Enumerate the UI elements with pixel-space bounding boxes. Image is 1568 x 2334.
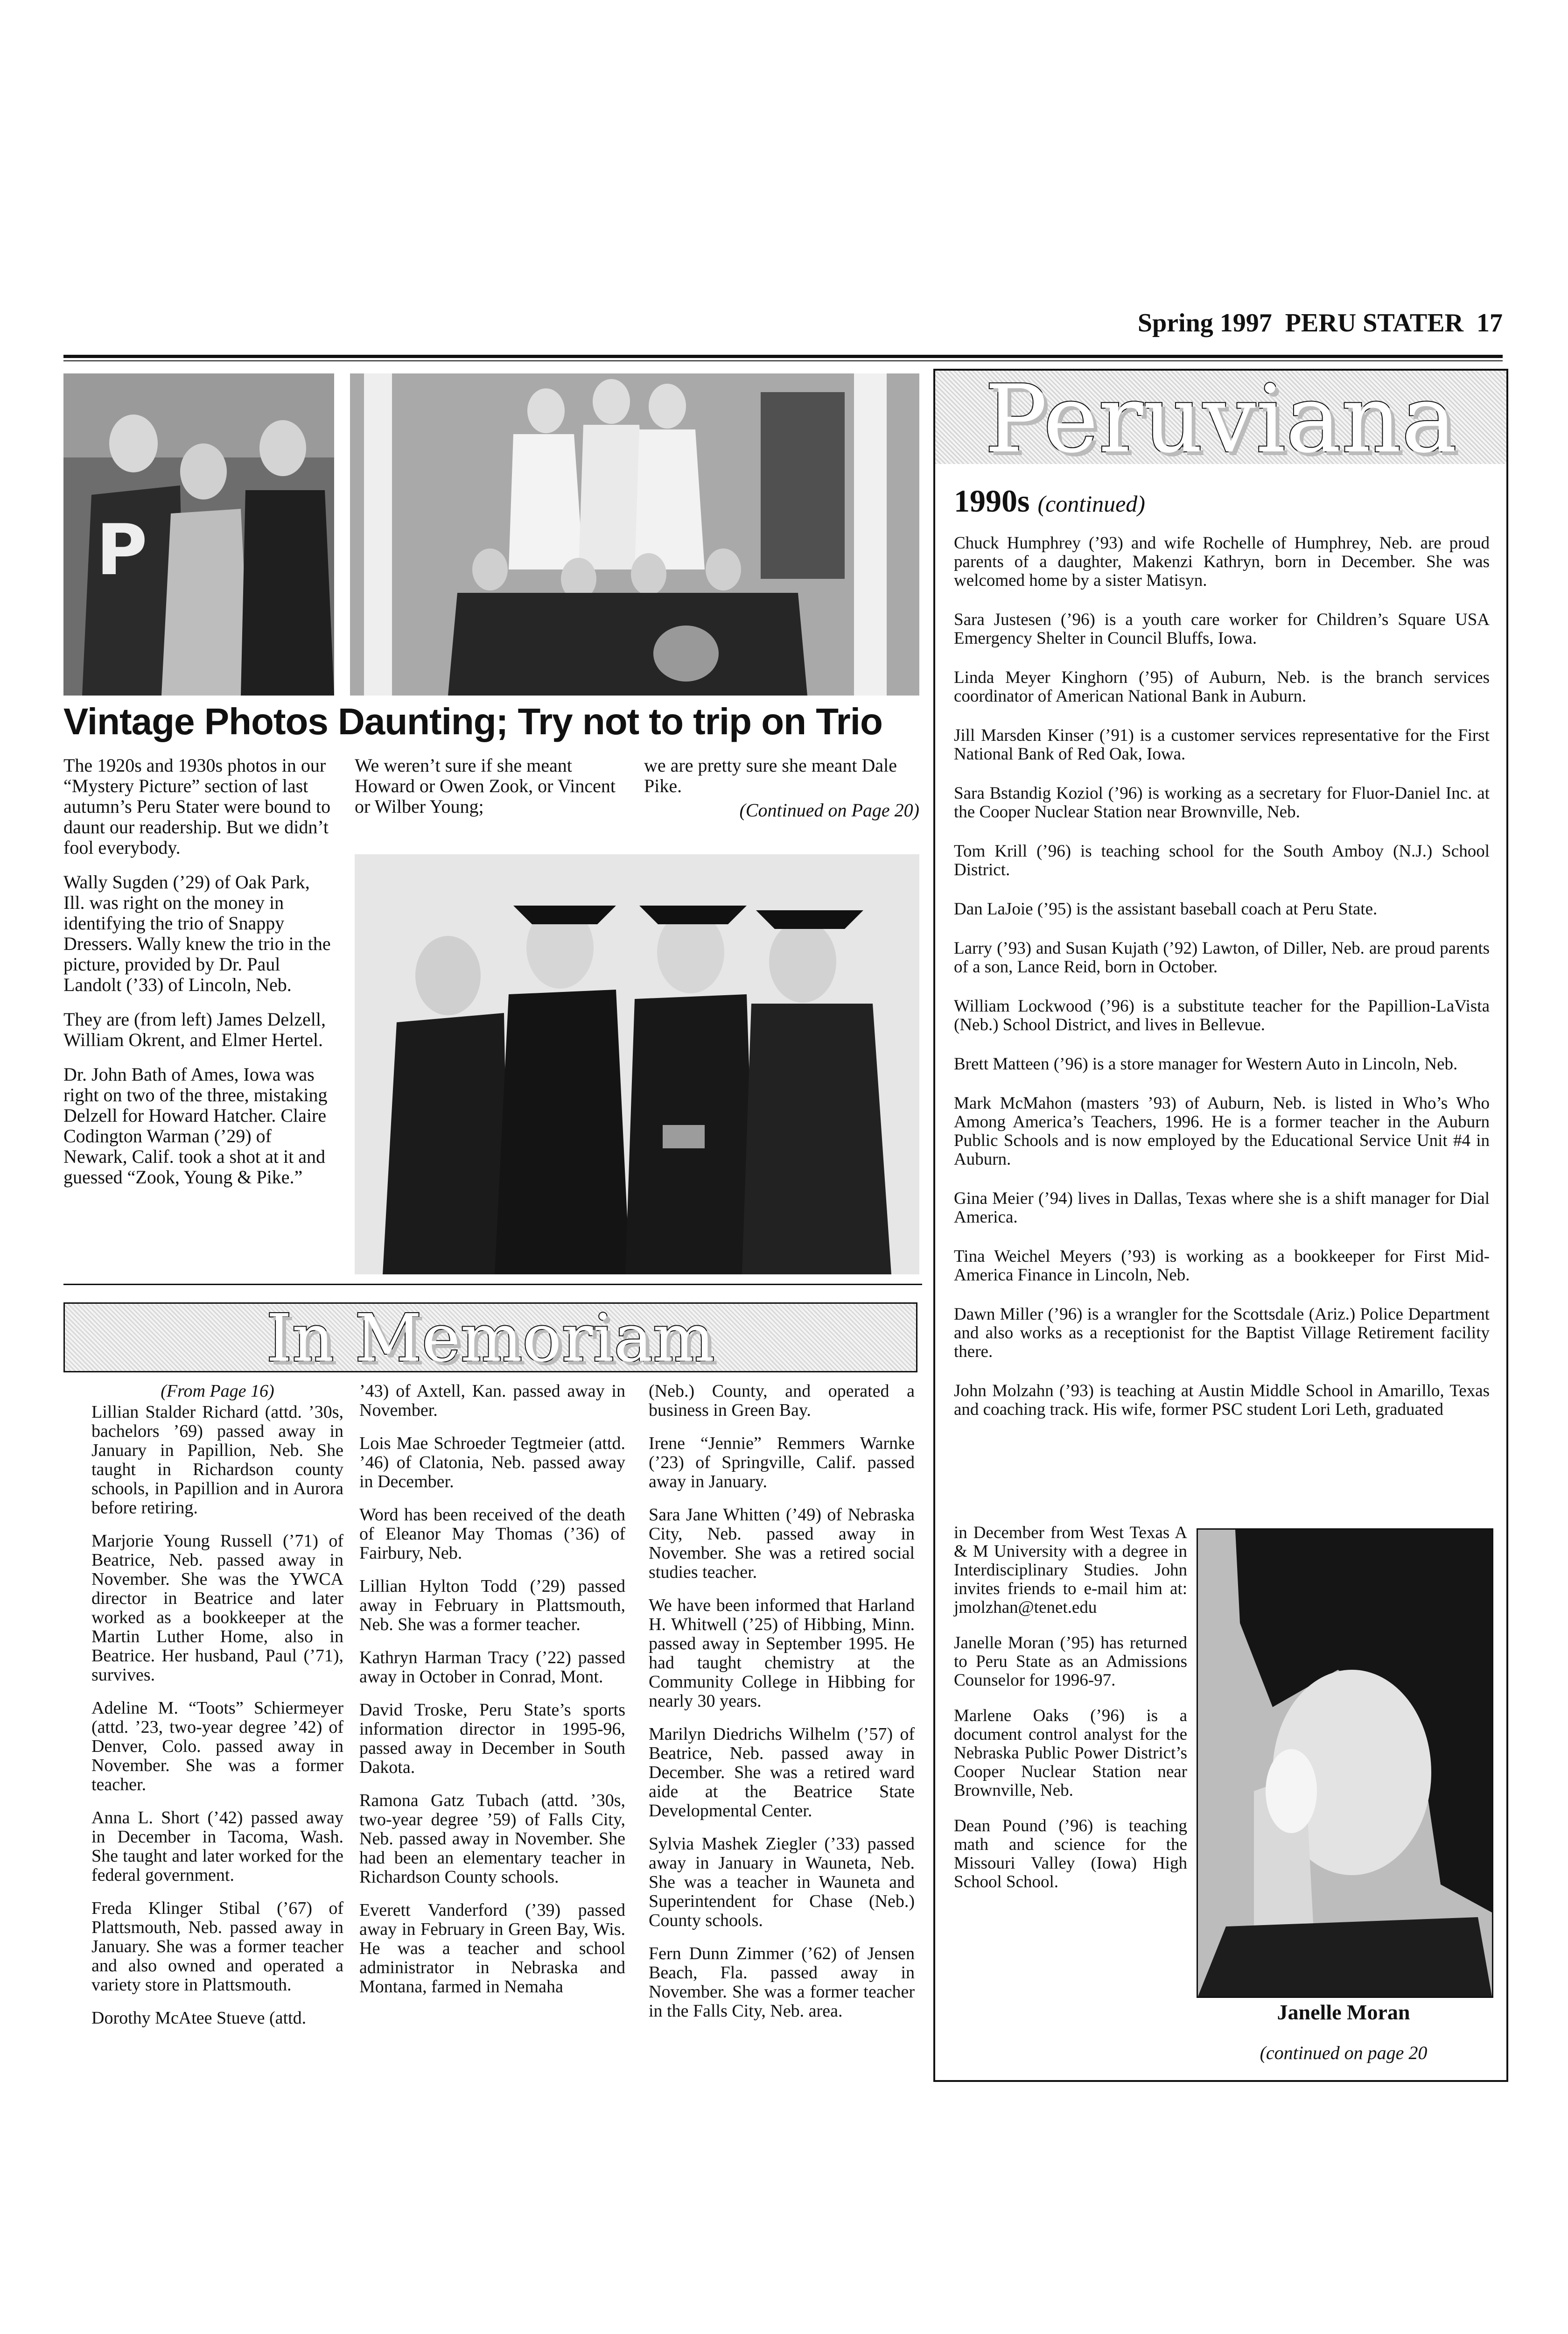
peruviana-title: Peruviana [984, 365, 1457, 474]
obituary: David Troske, Peru State’s sports information director in 1995-96, passed away in December in South Dakota. [359, 1700, 625, 1777]
peruviana-entry: Mark McMahon (masters ’93) of Auburn, Neb. is listed in Who’s Who Among America’s Teachers, 1996. He is a former teacher in the Auburn Public Schools and is now employed by the Educational Service Unit #4 in Auburn. [954, 1094, 1490, 1169]
vintage-paragraph: We weren’t sure if she meant Howard or Owen Zook, or Vincent or Wilber Young; [355, 755, 616, 817]
obituary: Marjorie Young Russell (’71) of Beatrice, Neb. passed away in November. She was the YWCA director in Beatrice and later worked as a bookkeeper at the Martin Luther Home, also in Beatrice. Her husband, Paul (’71), survives. [91, 1531, 343, 1685]
obituary: Lillian Hylton Todd (’29) passed away in February in Plattsmouth, Neb. She was a former teacher. [359, 1576, 625, 1634]
memoriam-column-2 [359, 1382, 625, 2011]
trio-photo [63, 373, 334, 696]
obituary: Sara Jane Whitten (’49) of Nebraska City, Neb. passed away in November. She was a retired social studies teacher. [649, 1505, 915, 1582]
graduation-photo [355, 854, 919, 1274]
obituary: Everett Vanderford (’39) passed away in February in Green Bay, Wis. He was a teacher and school administrator in Nebraska and Montana, farmed in Nemaha [359, 1900, 625, 1997]
memoriam-title: In Memoriam [266, 1301, 715, 1377]
memoriam-column-3 [649, 1382, 915, 2035]
obituary: Lillian Stalder Richard (attd. ’30s, bachelors ’69) passed away in January in Papillion, Neb. She taught in Richardson county schools, in Papillion and in Aurora before retiring. [91, 1402, 343, 1518]
peruviana-entry: Linda Meyer Kinghorn (’95) of Auburn, Neb. is the branch services coordinator of American National Bank in Auburn. [954, 668, 1490, 706]
peruviana-banner [935, 365, 1506, 474]
page-header [1120, 308, 1503, 338]
peruviana-entry: Tina Weichel Meyers (’93) is working as a bookkeeper for First Mid-America Finance in Lincoln, Neb. [954, 1247, 1490, 1285]
peruviana-entry: Larry (’93) and Susan Kujath (’92) Lawton, of Diller, Neb. are proud parents of a son, Lance Reid, born in October. [954, 939, 1490, 977]
vintage-column-1 [63, 755, 334, 1202]
peruviana-entry: William Lockwood (’96) is a substitute teacher for the Papillion-LaVista (Neb.) School District, and lives in Bellevue. [954, 997, 1490, 1034]
header-paper: PERU STATER [1285, 309, 1463, 337]
obituary: (Neb.) County, and operated a business in Green Bay. [649, 1381, 915, 1420]
decade-continued: (continued) [1037, 491, 1145, 517]
peruviana-entry: in December from West Texas A & M University with a degree in Interdisciplinary Studies. John invites friends to e-mail him at: jmolzhan@tenet.edu [954, 1523, 1187, 1617]
obituary: Sylvia Mashek Ziegler (’33) passed away in January in Wauneta, Neb. She was a teacher in Wauneta and Superintendent for Chase (Neb.) County schools. [649, 1834, 915, 1930]
peruviana-entry: Sara Justesen (’96) is a youth care worker for Children’s Square USA Emergency Shelter in Council Bluffs, Iowa. [954, 610, 1490, 648]
peruviana-box [933, 365, 1508, 2082]
peruviana-entry: Chuck Humphrey (’93) and wife Rochelle of Humphrey, Neb. are proud parents of a daughter, Makenzi Kathryn, born in December. She was welcomed home by a sister Matisyn. [954, 534, 1490, 590]
janelle-moran-photo [1197, 1528, 1493, 1998]
obituary: Ramona Gatz Tubach (attd. ’30s, two-year degree ’59) of Falls City, Neb. passed away in November. She had been an elementary teacher in Richardson County schools. [359, 1791, 625, 1887]
section-rule [63, 1284, 922, 1285]
header-rule-thin [63, 360, 1503, 361]
header-rule [63, 355, 1503, 358]
vintage-paragraph: Dr. John Bath of Ames, Iowa was right on two of the three, mistaking Delzell for Howard Hatcher. Claire Codington Warman (’29) of Newark, Calif. took a shot at it and guessed “Zook, Young & Pike.” [63, 1064, 328, 1188]
obituary: Anna L. Short (’42) passed away in December in Tacoma, Wash. She taught and later worked for the federal government. [91, 1808, 343, 1885]
peruviana-entry: Brett Matteen (’96) is a store manager for Western Auto in Lincoln, Neb. [954, 1055, 1458, 1074]
obituary: Kathryn Harman Tracy (’22) passed away in October in Conrad, Mont. [359, 1648, 625, 1687]
janelle-moran-caption: Janelle Moran [1277, 2000, 1410, 2024]
memoriam-column-1 [91, 1382, 343, 2042]
peruviana-entry: Marlene Oaks (’96) is a document control analyst for the Nebraska Public Power District’s Cooper Nuclear Station near Brownville, Neb. [954, 1706, 1187, 1800]
vintage-column-2 [355, 755, 625, 831]
peruviana-entry: John Molzahn (’93) is teaching at Austin Middle School in Amarillo, Texas and coaching track. His wife, former PSC student Lori Leth, graduated [954, 1381, 1490, 1419]
peruviana-entry: Dan LaJoie (’95) is the assistant baseball coach at Peru State. [954, 900, 1378, 919]
peruviana-continued: (continued on page 20 [1260, 2042, 1428, 2063]
vintage-paragraph: They are (from left) James Delzell, William Okrent, and Elmer Hertel. [63, 1009, 326, 1050]
peruviana-entry: Jill Marsden Kinser (’91) is a customer services representative for the First National Bank of Red Oak, Iowa. [954, 726, 1490, 764]
peruviana-entry: Janelle Moran (’95) has returned to Peru State as an Admissions Counselor for 1996-97. [954, 1633, 1187, 1690]
header-page-number: 17 [1477, 309, 1503, 337]
header-season: Spring 1997 [1137, 309, 1272, 337]
obituary: We have been informed that Harland H. Whitwell (’25) of Hibbing, Minn. passed away in September 1995. He had taught chemistry at the Community College in Hibbing for nearly 30 years. [649, 1596, 915, 1711]
obituary: Fern Dunn Zimmer (’62) of Jensen Beach, Fla. passed away in November. She was a former teacher in the Falls City, Neb. area. [649, 1944, 915, 2021]
memoriam-banner [63, 1301, 917, 1377]
obituary: Word has been received of the death of Eleanor May Thomas (’36) of Fairbury, Neb. [359, 1505, 625, 1563]
obituary: Irene “Jennie” Remmers Warnke (’23) of Springville, Calif. passed away in January. [649, 1434, 915, 1491]
peruviana-entry: Gina Meier (’94) lives in Dallas, Texas where she is a shift manager for Dial America. [954, 1189, 1490, 1227]
decade-label: 1990s [954, 483, 1030, 519]
peruviana-entry: Tom Krill (’96) is teaching school for the South Amboy (N.J.) School District. [954, 842, 1490, 879]
obituary: ’43) of Axtell, Kan. passed away in November. [359, 1381, 625, 1420]
memoriam-from: (From Page 16) [161, 1381, 274, 1401]
svg-text:P: P [96, 510, 147, 591]
obituary: Marilyn Diedrichs Wilhelm (’57) of Beatrice, Neb. passed away in December. She was a retired ward aide at the Beatrice State Developmental Center. [649, 1724, 915, 1821]
peruviana-entries [954, 534, 1490, 1419]
peruviana-lower-column [954, 1524, 1187, 1912]
vintage-paragraph: we are pretty sure she meant Dale Pike. [644, 755, 897, 796]
group-photo [350, 373, 919, 696]
peruviana-decade [954, 483, 1145, 520]
peruviana-entry: Sara Bstandig Koziol (’96) is working as a secretary for Fluor-Daniel Inc. at the Cooper Nuclear Station near Brownville, Neb. [954, 784, 1490, 822]
vintage-headline: Vintage Photos Daunting; Try not to trip on Trio [63, 701, 882, 742]
obituary: Adeline M. “Toots” Schiermeyer (attd. ’23, two-year degree ’42) of Denver, Colo. passed away in November. She was a former teacher. [91, 1698, 343, 1794]
peruviana-entry: Dean Pound (’96) is teaching math and science for the Missouri Valley (Iowa) High School School. [954, 1816, 1187, 1891]
obituary: Dorothy McAtee Stueve (attd. [91, 2008, 307, 2028]
obituary: Freda Klinger Stibal (’67) of Plattsmouth, Neb. passed away in January. She was a former teacher and also owned and operated a variety store in Plattsmouth. [91, 1898, 343, 1995]
vintage-paragraph: Wally Sugden (’29) of Oak Park, Ill. was right on the money in identifying the trio of Snappy Dressers. Wally knew the trio in the picture, provided by Dr. Paul Landolt (’33) of Lincoln, Neb. [63, 872, 331, 995]
vintage-paragraph: The 1920s and 1930s photos in our “Mystery Picture” section of last autumn’s Peru Stater were bound to daunt our readership. But we didn’t fool everybody. [63, 755, 331, 858]
obituary: Lois Mae Schroeder Tegtmeier (attd. ’46) of Clatonia, Neb. passed away in December. [359, 1434, 625, 1491]
peruviana-entry: Dawn Miller (’96) is a wrangler for the Scottsdale (Ariz.) Police Department and also works as a receptionist for the Baptist Village Retirement facility there. [954, 1305, 1490, 1361]
vintage-continued: (Continued on Page 20) [739, 800, 919, 821]
vintage-column-3 [644, 755, 919, 821]
